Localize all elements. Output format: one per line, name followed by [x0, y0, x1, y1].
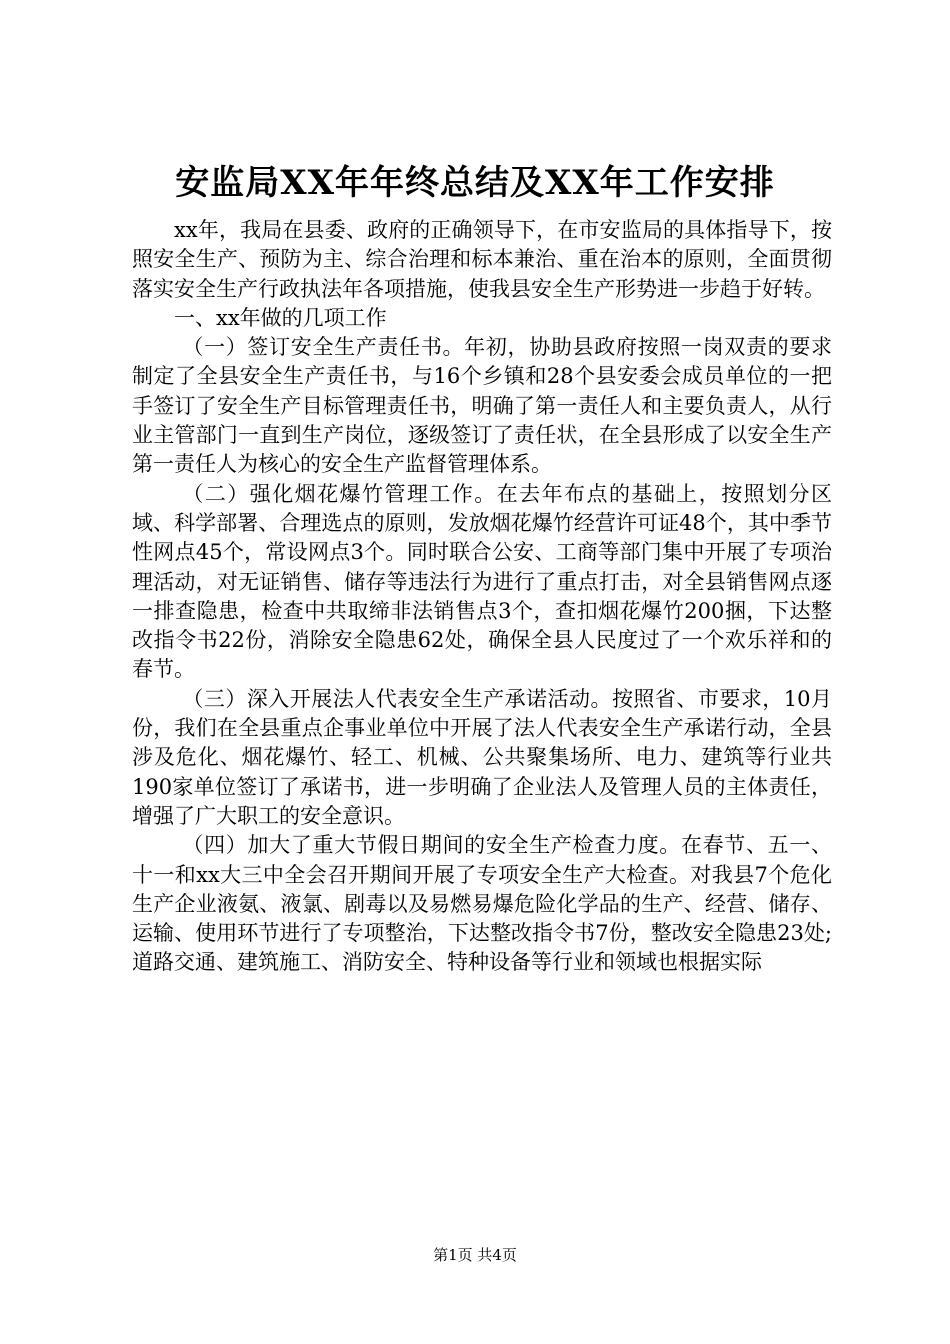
document-title: 安监局XX年年终总结及XX年工作安排	[175, 163, 775, 203]
item-paragraph-4: （四）加大了重大节假日期间的安全生产检查力度。在春节、五一、十一和xx大三中全会召开期间开展了专项安全生产大检查。对我县7个危化生产企业液氨、液氯、剧毒以及易燃易爆危险化学品的生产、经营、储存、运输、使用环节进行了专项整治，下达整改指令书7份，整改安全隐患23处;道路交通、建筑施工、消防安全、特种设备等行业和领域也根据实际	[132, 833, 832, 975]
document-body	[132, 216, 832, 978]
section-heading: 一、xx年做的几项工作	[174, 305, 387, 330]
page-number-footer: 第1页 共4页	[433, 1246, 517, 1264]
intro-paragraph: xx年，我局在县委、政府的正确领导下，在市安监局的具体指导下，按照安全生产、预防为主、综合治理和标本兼治、重在治本的原则，全面贯彻落实安全生产行政执法年各项措施，使我县安全生产形势进一步趋于好转。	[132, 218, 832, 301]
item-paragraph-2: （二）强化烟花爆竹管理工作。在去年布点的基础上，按照划分区域、科学部署、合理选点的原则，发放烟花爆竹经营许可证48个，其中季节性网点45个，常设网点3个。同时联合公安、工商等部门集中开展了专项治理活动，对无证销售、储存等违法行为进行了重点打击，对全县销售网点逐一排查隐患，检查中共取缔非法销售点3个，查扣烟花爆竹200捆，下达整改指令书22份，消除安全隐患62处，确保全县人民度过了一个欢乐祥和的春节。	[132, 481, 832, 682]
item-paragraph-1: （一）签订安全生产责任书。年初，协助县政府按照一岗双责的要求制定了全县安全生产责任书，与16个乡镇和28个县安委会成员单位的一把手签订了安全生产目标管理责任书，明确了第一责任人和主要负责人，从行业主管部门一直到生产岗位，逐级签订了责任状，在全县形成了以安全生产第一责任人为核心的安全生产监督管理体系。	[132, 335, 832, 477]
item-paragraph-3: （三）深入开展法人代表安全生产承诺活动。按照省、市要求，10月份，我们在全县重点企事业单位中开展了法人代表安全生产承诺行动，全县涉及危化、烟花爆竹、轻工、机械、公共聚集场所、电力、建筑等行业共190家单位签订了承诺书，进一步明确了企业法人及管理人员的主体责任，增强了广大职工的安全意识。	[132, 686, 832, 828]
